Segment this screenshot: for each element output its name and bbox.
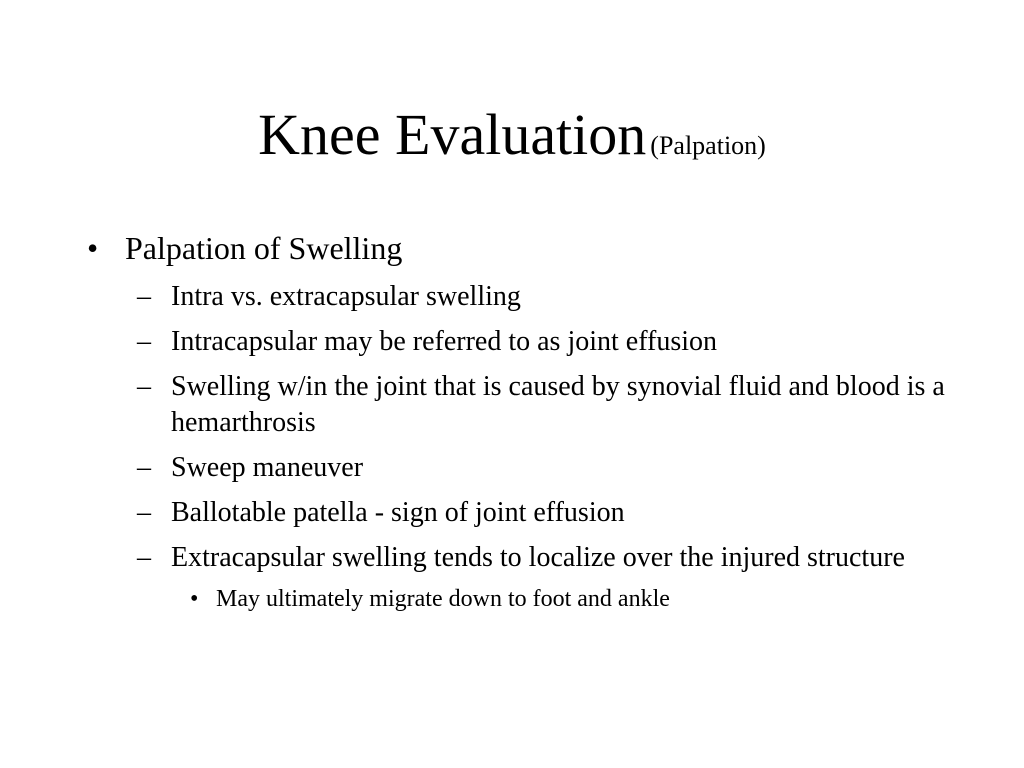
dash-icon: – (137, 497, 151, 528)
slide-body (0, 226, 1024, 614)
bullet-text: Palpation of Swelling (125, 230, 403, 266)
sub-bullet-item (137, 540, 971, 576)
bullet-icon: • (87, 230, 99, 266)
sub-bullet-item (137, 324, 971, 360)
sub-bullet-item (137, 279, 971, 315)
dash-icon: – (137, 371, 151, 402)
bullet-item (87, 226, 1024, 270)
sub-bullet-item (137, 450, 971, 486)
sub-bullet-text: Ballotable patella - sign of joint effusion (171, 497, 625, 528)
sub-bullet-text: Sweep maneuver (171, 452, 364, 483)
sub-bullet-text: Extracapsular swelling tends to localize over the injured structure (171, 542, 905, 573)
slide-title (0, 102, 1024, 168)
bullet-icon: • (190, 586, 199, 612)
sub-bullet-text: Intracapsular may be referred to as joint effusion (171, 326, 718, 357)
slide-title-text: Knee Evaluation (258, 102, 647, 167)
sub-sub-bullet-item (190, 584, 1024, 614)
sub-bullet-text: Intra vs. extracapsular swelling (171, 281, 521, 312)
slide-subtitle: (Palpation) (650, 131, 766, 160)
dash-icon: – (137, 281, 151, 312)
sub-bullet-item (137, 495, 971, 531)
dash-icon: – (137, 326, 151, 357)
dash-icon: – (137, 452, 151, 483)
sub-bullet-item (137, 369, 971, 441)
dash-icon: – (137, 542, 151, 573)
sub-bullet-text: Swelling w/in the joint that is caused by synovial fluid and blood is a hemarthrosis (171, 371, 945, 438)
sub-sub-bullet-text: May ultimately migrate down to foot and ankle (216, 586, 670, 612)
